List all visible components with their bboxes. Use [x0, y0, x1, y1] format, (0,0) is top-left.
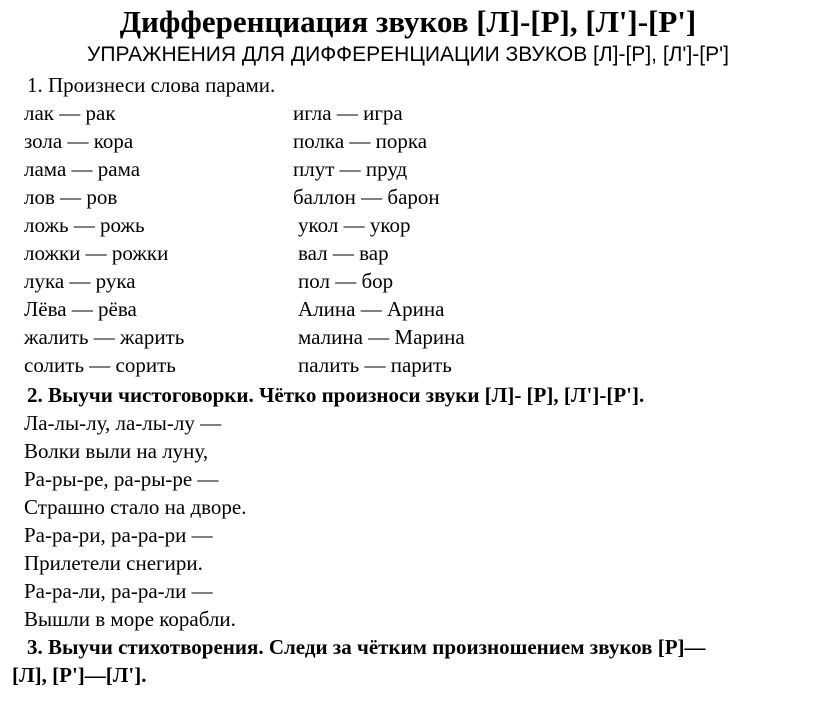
word-pair-left: зола — кора — [24, 129, 134, 153]
word-pair-left: лов — ров — [24, 185, 118, 209]
word-pair-right: малина — Марина — [298, 325, 465, 349]
verse-line: Вышли в море корабли. — [24, 607, 236, 631]
word-pair-left: солить — сорить — [24, 353, 176, 377]
word-pair-left: ложь — рожь — [24, 213, 145, 237]
verse-line: Прилетели снегири. — [24, 551, 203, 575]
word-pair-right: палить — парить — [298, 353, 452, 377]
exercise-3-heading-line-2: [Л], [Р']—[Л']. — [12, 663, 147, 687]
word-pair-right: плут — пруд — [293, 157, 408, 181]
word-pair-right: вал — вар — [298, 241, 389, 265]
word-pair-right: игла — игра — [293, 101, 403, 125]
word-pair-right: полка — порка — [293, 129, 428, 153]
word-pair-right: баллон — барон — [293, 185, 440, 209]
word-pair-right: пол — бор — [298, 269, 394, 293]
word-pair-right: укол — укор — [298, 213, 411, 237]
word-pair-left: лама — рама — [24, 157, 141, 181]
exercise-3-heading-line-1: 3. Выучи стихотворения. Следи за чётким произношением звуков [Р]— — [27, 635, 706, 659]
word-pair-left: Лёва — рёва — [24, 297, 137, 321]
exercise-1-heading: 1. Произнеси слова парами. — [27, 73, 276, 97]
verse-line: Страшно стало на дворе. — [24, 495, 247, 519]
word-pair-left: ложки — рожки — [24, 241, 169, 265]
exercise-2-heading: 2. Выучи чистоговорки. Чётко произноси звуки [Л]- [Р], [Л']-[Р']. — [27, 383, 645, 407]
verse-line: Волки выли на луну, — [24, 439, 209, 463]
page-title: Дифференциация звуков [Л]-[Р], [Л']-[Р'] — [119, 4, 697, 39]
verse-line: Ла-лы-лу, ла-лы-лу — — [24, 411, 222, 435]
word-pair-left: лука — рука — [24, 269, 136, 293]
word-pair-right: Алина — Арина — [298, 297, 445, 321]
page-subtitle: УПРАЖНЕНИЯ ДЛЯ ДИФФЕРЕНЦИАЦИИ ЗВУКОВ [Л]-[Р], [Л']-[Р'] — [87, 43, 729, 66]
verse-line: Ра-ры-ре, ра-ры-ре — — [24, 467, 219, 491]
word-pair-left: жалить — жарить — [24, 325, 185, 349]
verse-line: Ра-ра-ри, ра-ра-ри — — [24, 523, 213, 547]
verse-line: Ра-ра-ли, ра-ра-ли — — [24, 579, 213, 603]
word-pair-left: лак — рак — [24, 101, 116, 125]
